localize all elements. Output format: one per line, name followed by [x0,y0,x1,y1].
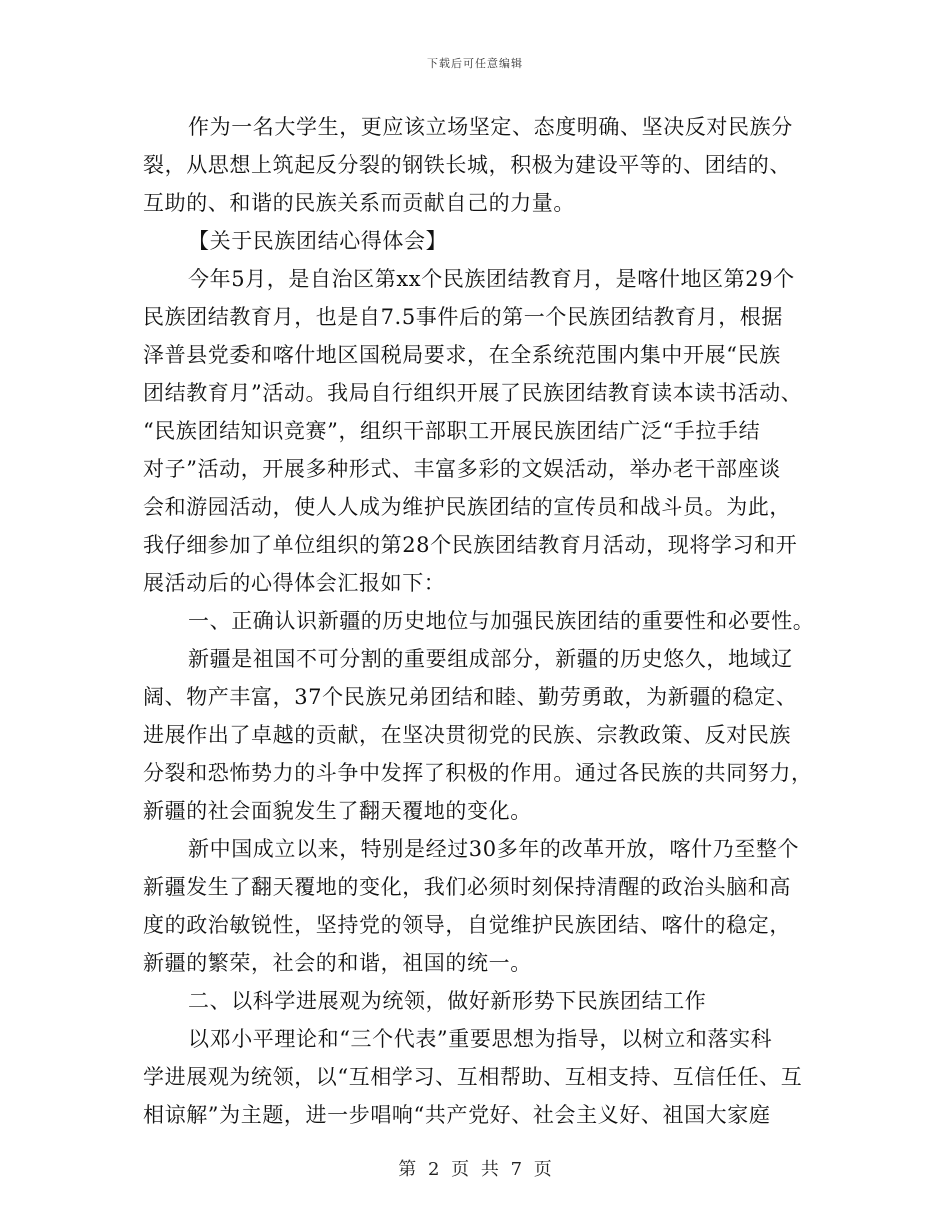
text-line: 以邓小平理论和“三个代表”重要思想为指导，以树立和落实科 [188,1027,773,1051]
section-title: 【关于民族团结心得体会】 [188,229,448,253]
text-line: 阔、物产丰富，37个民族兄弟团结和睦、勤劳勇敢，为新疆的稳定、 [143,685,798,709]
text-line: 新疆的社会面貌发生了翻天覆地的变化。 [143,799,532,823]
text-line: 民族团结教育月，也是自7.5事件后的第一个民族团结教育月，根据 [143,305,783,329]
section-heading: 二、以科学进展观为统领，做好新形势下民族团结工作 [188,989,707,1013]
text-line: 新疆是祖国不可分割的重要组成部分，新疆的历史悠久，地域辽 [188,647,793,671]
document-body [143,108,813,1134]
text-line: 相谅解”为主题，进一步唱响“共产党好、社会主义好、祖国大家庭 [143,1103,771,1127]
text-line: 作为一名大学生，更应该立场坚定、态度明确、坚决反对民族分 [188,115,793,139]
text-line: “民族团结知识竞赛”，组织干部职工开展民族团结广泛“手拉手结 [143,419,761,443]
text-line: 裂，从思想上筑起反分裂的钢铁长城，积极为建设平等的、团结的、 [143,153,791,177]
text-line: 新疆的繁荣，社会的和谐，祖国的统一。 [143,951,532,975]
text-line: 学进展观为统领，以“互相学习、互相帮助、互相支持、互信任任、互 [143,1065,803,1089]
text-line: 泽普县党委和喀什地区国税局要求，在全系统范围内集中开展“民族 [143,343,781,367]
section-heading: 一、正确认识新疆的历史地位与加强民族团结的重要性和必要性。 [188,609,815,633]
text-line: 新疆发生了翻天覆地的变化，我们必须时刻保持清醒的政治头脑和高 [143,875,791,899]
text-line: 对子”活动，开展多种形式、丰富多彩的文娱活动，举办老干部座谈 [143,457,781,481]
text-line: 今年5月，是自治区第xx个民族团结教育月，是喀什地区第29个 [188,267,795,291]
text-line: 我仔细参加了单位组织的第28个民族团结教育月活动，现将学习和开 [143,533,798,557]
text-line: 互助的、和谐的民族关系而贡献自己的力量。 [143,191,575,215]
page-header-note: 下载后可任意编辑 [427,57,523,70]
text-line: 进展作出了卓越的贡献，在坚决贯彻党的民族、宗教政策、反对民族 [143,723,791,747]
text-line: 会和游园活动，使人人成为维护民族团结的宣传员和战斗员。为此， [143,495,791,519]
page-number: 第 2 页 共 7 页 [398,1159,552,1180]
text-line: 新中国成立以来，特别是经过30多年的改革开放，喀什乃至整个 [188,837,800,861]
text-line: 团结教育月”活动。我局自行组织开展了民族团结教育读本读书活动、 [143,381,803,405]
text-line: 分裂和恐怖势力的斗争中发挥了积极的作用。通过各民族的共同努力， [143,761,813,785]
text-line: 展活动后的心得体会汇报如下： [143,571,446,595]
text-line: 度的政治敏锐性，坚持党的领导，自觉维护民族团结、喀什的稳定， [143,913,791,937]
